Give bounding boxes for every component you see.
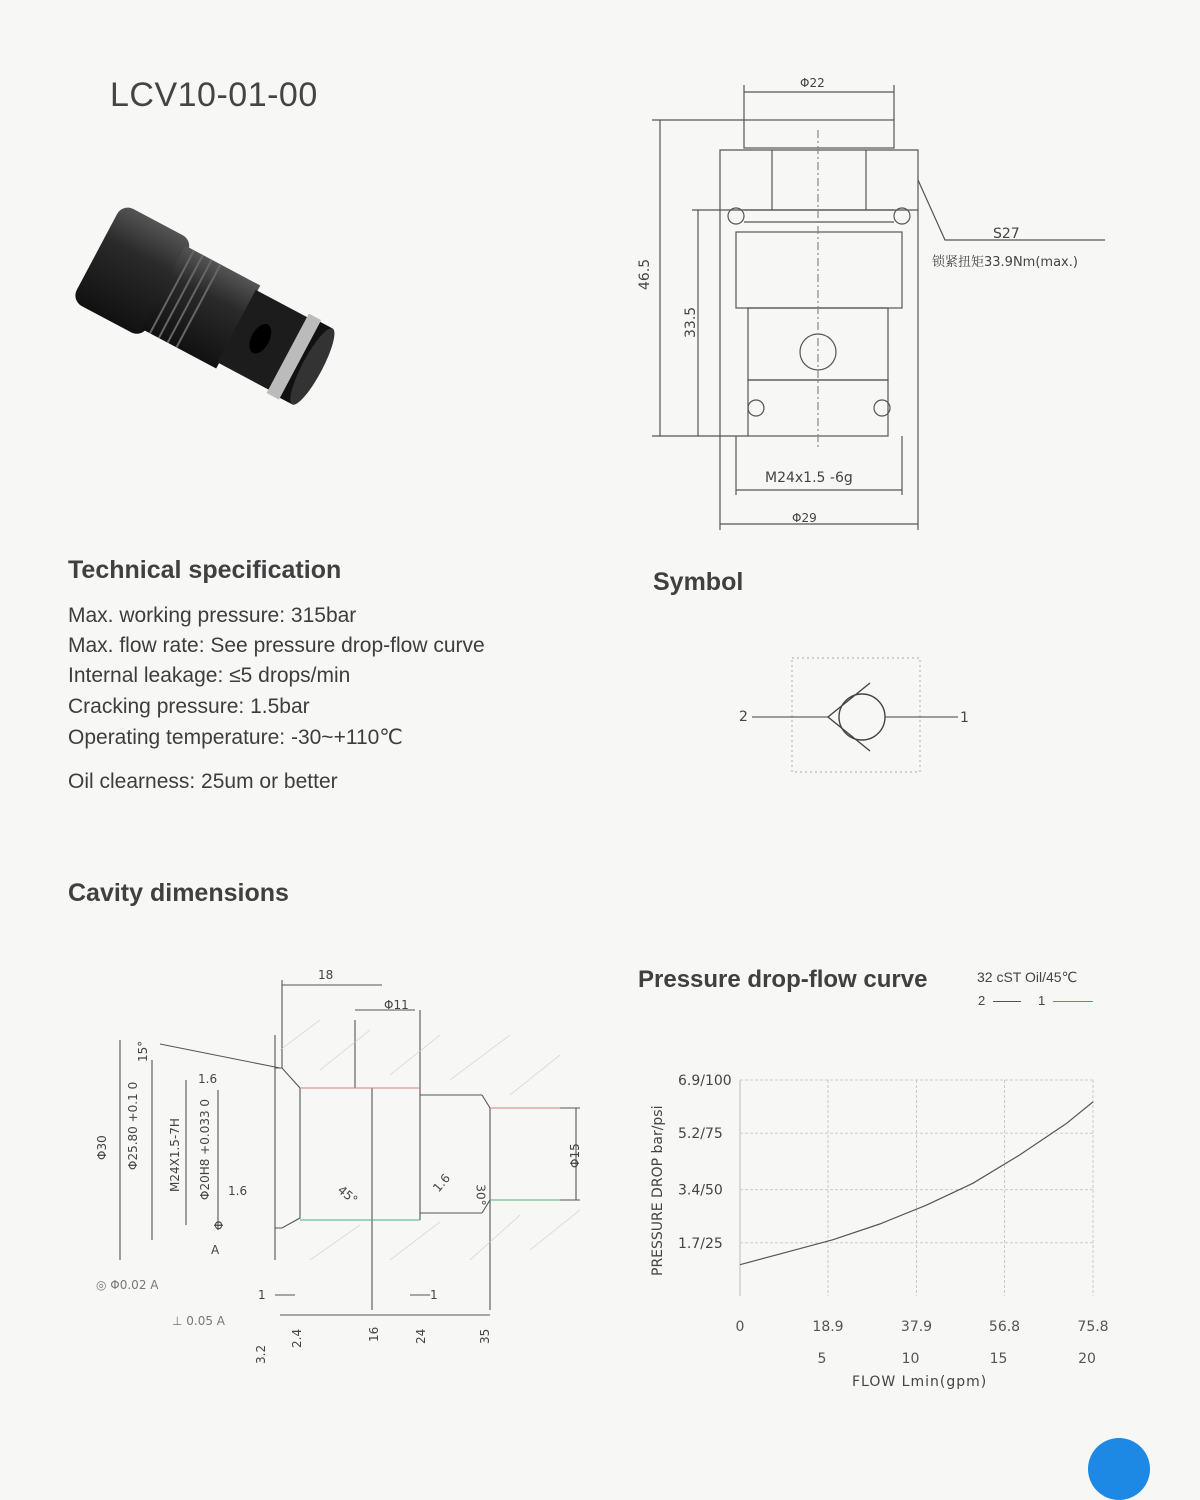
curve-heading: Pressure drop-flow curve [638,966,928,993]
cavity-dim-18: 18 [318,968,334,982]
dim-top-diameter: Φ22 [800,76,825,90]
product-title: LCV10-01-00 [110,76,318,114]
cavity-roughness-3-2: 3.2 [254,1344,268,1364]
symbol-heading: Symbol [653,568,744,596]
spec-leakage: Internal leakage: ≤5 drops/min [68,664,351,687]
cavity-perpendicularity: ⊥ 0.05 A [172,1314,226,1328]
cavity-datum-a: A [211,1243,220,1257]
cavity-dim-35: 35 [478,1328,492,1344]
dim-body-height: 33.5 [683,306,699,338]
y-tick-label: 3.4/50 [678,1182,723,1199]
x-tick-label-lmin: 0 [735,1319,745,1335]
pressure-flow-chart [630,1060,1120,1410]
dim-total-height: 46.5 [637,258,653,290]
tech-spec-heading: Technical specification [68,556,342,584]
x-tick-label-lmin: 18.9 [812,1319,844,1335]
dim-hex-size: S27 [993,226,1020,242]
thread-spec: M24x1.5 -6g [765,470,853,486]
dim-bottom-diameter: Φ29 [792,511,817,525]
torque-note: 锁紧扭矩33.9Nm(max.) [932,255,1078,270]
x-tick-label-lmin: 56.8 [988,1319,1021,1335]
legend-line-1 [1053,1001,1093,1002]
y-axis-label: PRESSURE DROP bar/psi [650,1105,666,1276]
cavity-coaxiality: ◎ Φ0.02 A [96,1278,159,1292]
curve-oil-condition: 32 cST Oil/45℃ [977,969,1078,985]
cavity-heading: Cavity dimensions [68,879,289,907]
cavity-d2580: Φ25.80 +0.1 0 [126,1081,140,1170]
cavity-dim-24: 24 [414,1328,428,1344]
legend-label-1: 1 [1038,993,1046,1008]
cavity-dim-2-4: 2.4 [290,1328,304,1348]
cavity-roughness-3: 1.6 [430,1171,454,1195]
cavity-roughness-1: 1.6 [198,1072,218,1086]
spec-pressure: Max. working pressure: 315bar [68,604,357,627]
cavity-dim-16: 16 [367,1326,381,1342]
y-tick-label: 6.9/100 [678,1073,732,1089]
legend-line-2 [993,1001,1021,1002]
x-tick-label-gpm: 15 [989,1351,1008,1367]
cavity-d30: Φ30 [95,1135,109,1160]
cavity-dim-1-left: 1 [258,1288,266,1302]
cavity-dim-d11: Φ11 [384,998,409,1012]
cavity-d20-sym: Φ [212,1220,226,1230]
spec-flow: Max. flow rate: See pressure drop-flow curve [68,634,485,657]
legend-label-2: 2 [978,993,986,1008]
cavity-angle-45: 45° [334,1182,361,1208]
page-badge [1088,1438,1150,1500]
symbol-port-2: 2 [739,709,748,725]
x-tick-label-gpm: 20 [1078,1351,1096,1367]
y-tick-label: 5.2/75 [678,1126,723,1143]
x-tick-label-lmin: 37.9 [900,1319,933,1335]
cavity-d20: Φ20H8 +0.033 0 [198,1098,212,1200]
cartridge-drawing [620,70,1140,540]
cavity-roughness-2: 1.6 [228,1184,248,1198]
spec-temperature: Operating temperature: -30~+110℃ [68,726,403,749]
legend-item-1 [1038,993,1093,1008]
x-tick-label-gpm: 10 [901,1351,920,1367]
x-tick-label-lmin: 75.8 [1077,1319,1109,1335]
cavity-angle-30: 30° [473,1184,488,1206]
spec-cracking: Cracking pressure: 1.5bar [68,695,310,718]
x-axis-label: FLOW Lmin(gpm) [852,1374,988,1390]
cavity-thread: M24X1.5-7H [168,1118,182,1192]
x-tick-label-gpm: 5 [817,1351,827,1367]
cavity-dim-1-right: 1 [430,1288,438,1302]
product-photo [60,195,350,435]
legend-item-2 [978,993,1021,1008]
cavity-angle-15: 15° [136,1040,150,1062]
y-tick-label: 1.7/25 [678,1235,723,1252]
spec-oil: Oil clearness: 25um or better [68,770,338,793]
check-valve-symbol [730,650,980,780]
cavity-d15: Φ15 [568,1143,582,1168]
symbol-port-1: 1 [960,710,969,726]
